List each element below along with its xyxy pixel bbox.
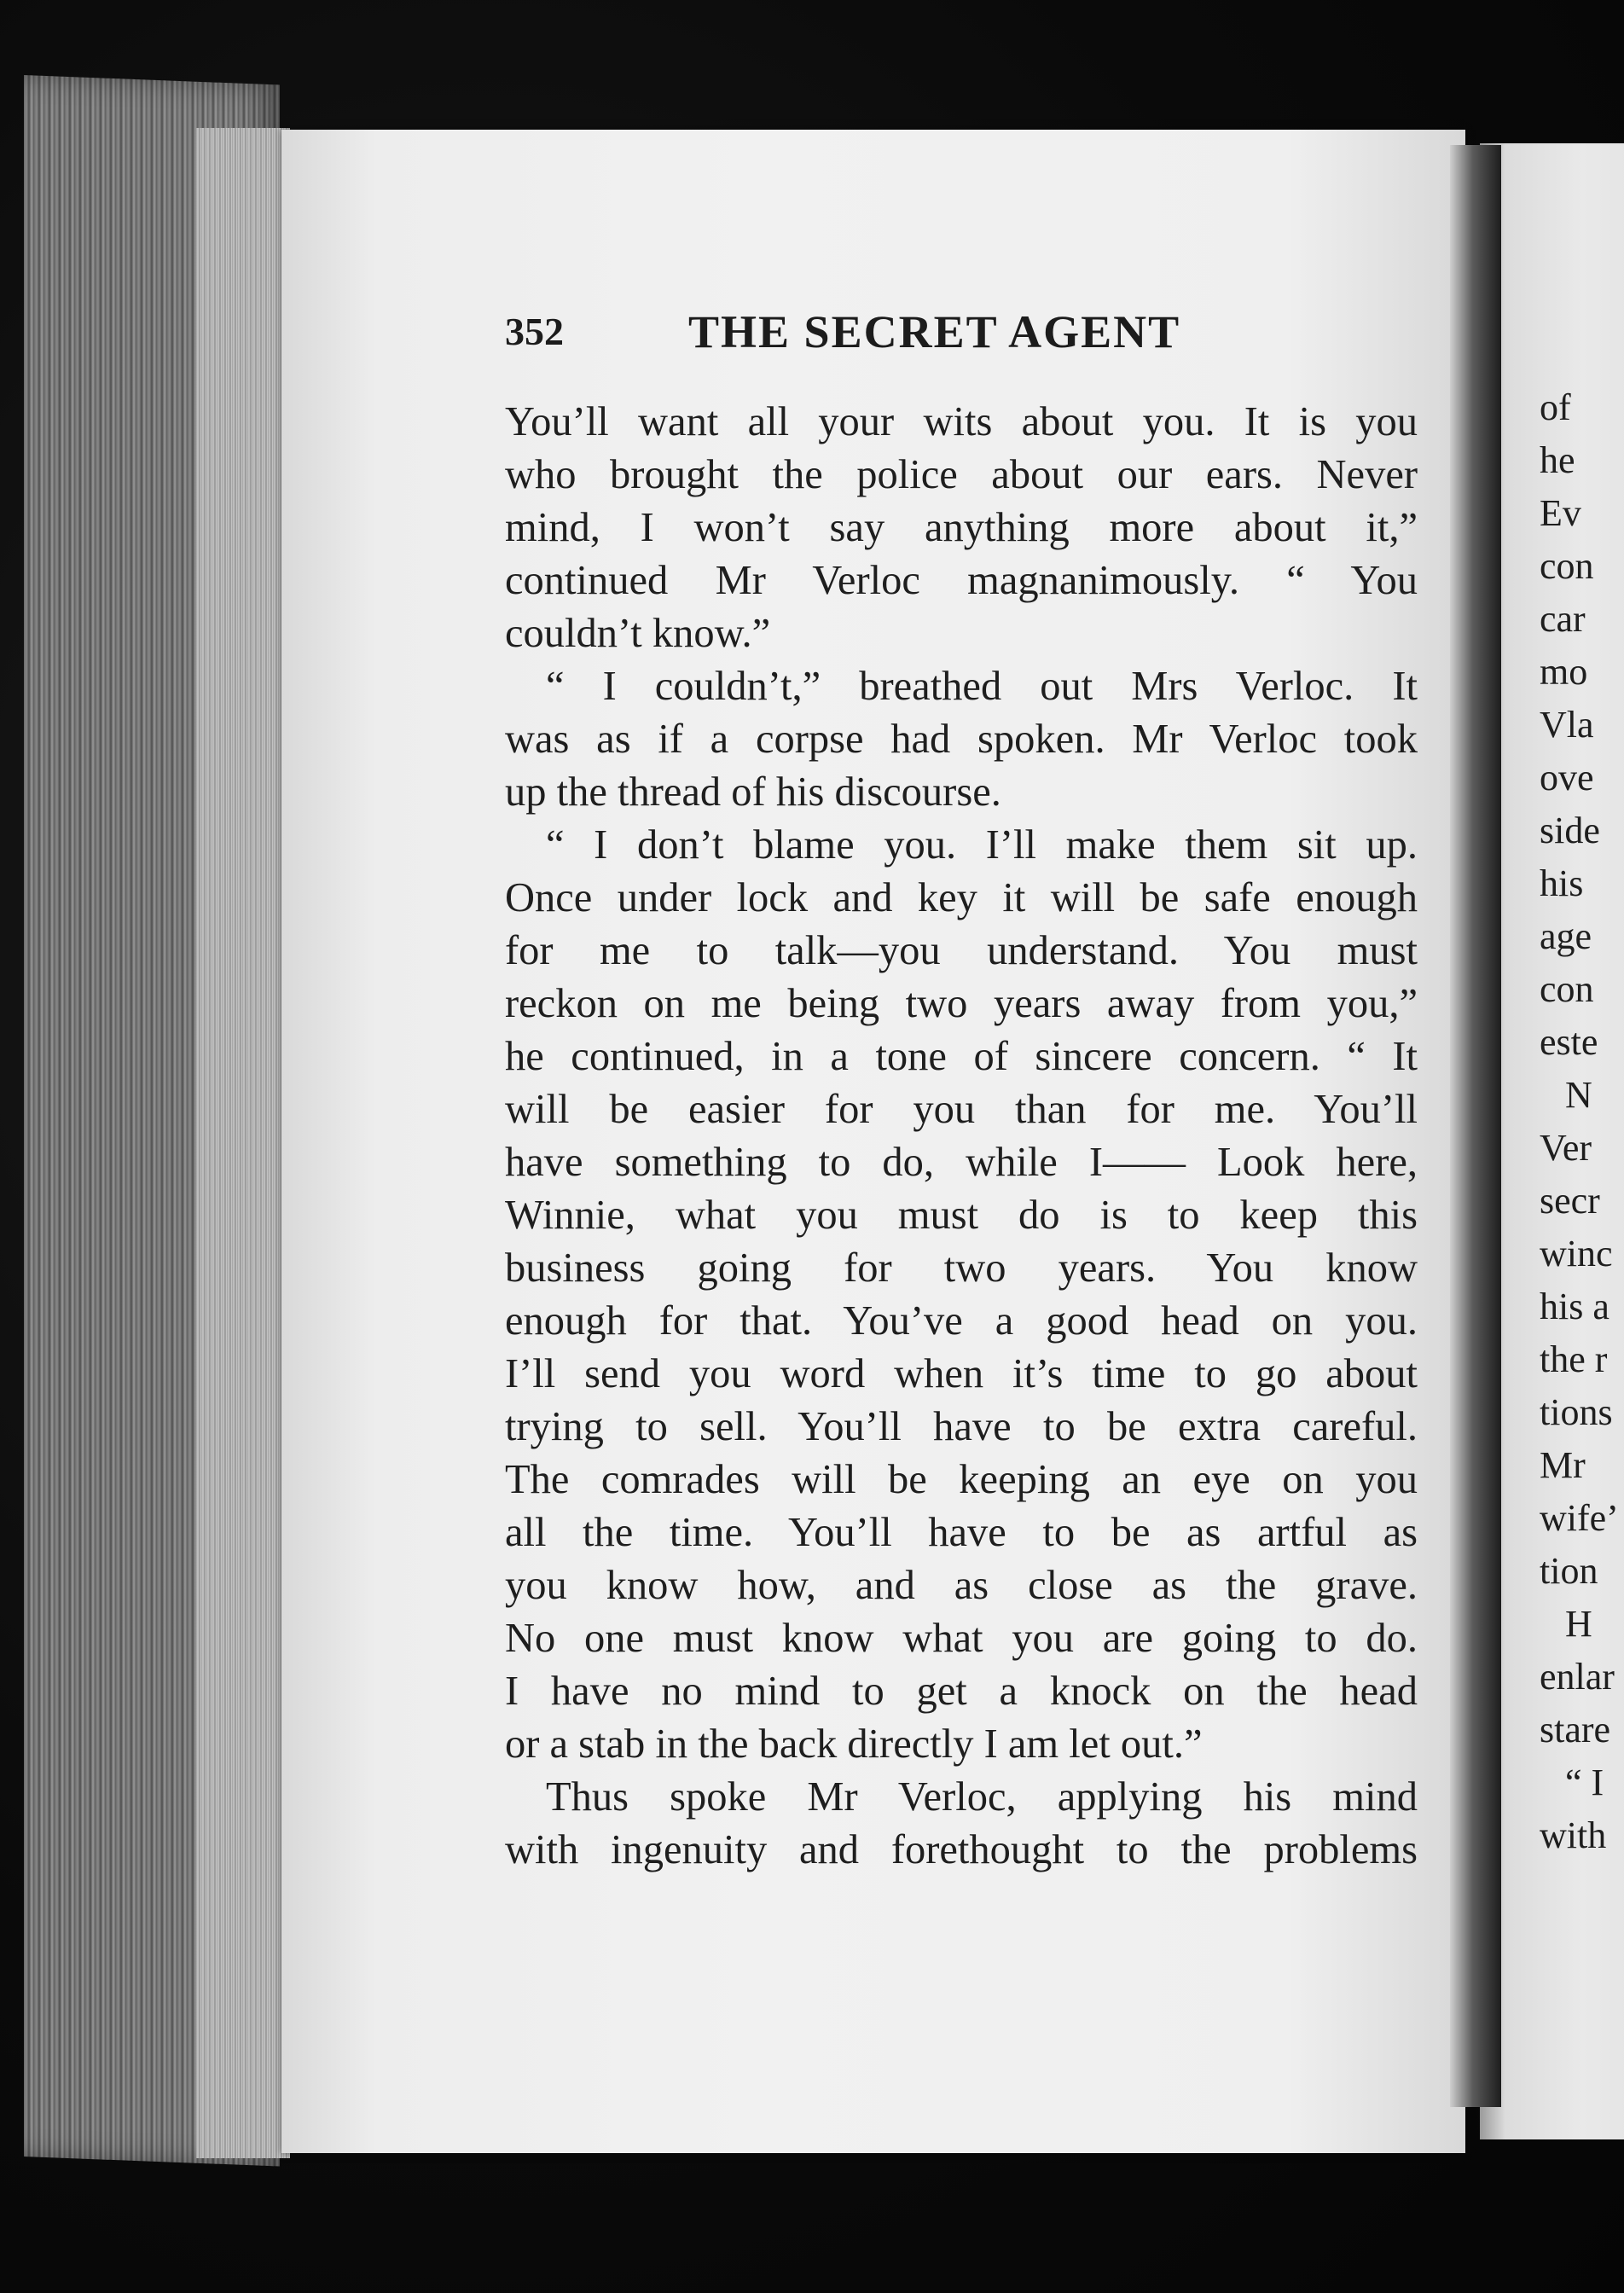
right-text-line: Ev (1540, 492, 1581, 534)
right-text-line: con (1540, 545, 1594, 587)
text-line: Once under lock and key it will be safe enough (505, 875, 1418, 920)
right-text-line: winc (1540, 1233, 1613, 1274)
text-line: mind, I won’t say anything more about it,” (505, 505, 1418, 550)
left-page-text (505, 396, 1418, 1877)
right-text-line: con (1540, 968, 1594, 1010)
text-line: trying to sell. You’ll have to be extra careful. (505, 1404, 1418, 1449)
right-text-line: H (1565, 1603, 1592, 1645)
text-line: I’ll send you word when it’s time to go about (505, 1351, 1418, 1396)
running-head (505, 306, 1273, 369)
text-line: You’ll want all your wits about you. It is you (505, 399, 1418, 444)
text-line: you know how, and as close as the grave. (505, 1563, 1418, 1608)
right-text-line: of (1540, 386, 1571, 428)
right-text-line: secr (1540, 1180, 1600, 1222)
right-text-line: he (1540, 439, 1575, 481)
text-line: The comrades will be keeping an eye on you (505, 1457, 1418, 1502)
right-text-line: ove (1540, 757, 1594, 798)
text-line: couldn’t know.” (505, 611, 771, 656)
text-line: Thus spoke Mr Verloc, applying his mind (546, 1774, 1418, 1820)
book-gutter (1450, 145, 1501, 2107)
right-text-line: tions (1540, 1391, 1613, 1433)
right-text-line: side (1540, 810, 1600, 851)
text-line: was as if a corpse had spoken. Mr Verloc took (505, 717, 1418, 762)
text-line: Winnie, what you must do is to keep this (505, 1193, 1418, 1238)
page-number: 352 (505, 310, 564, 353)
right-text-line: N (1565, 1074, 1592, 1116)
right-text-line: Mr (1540, 1444, 1586, 1486)
text-line: business going for two years. You know (505, 1245, 1418, 1291)
book-page-edges-inner (196, 128, 290, 2158)
right-text-line: car (1540, 598, 1586, 640)
right-text-line: stare (1540, 1709, 1611, 1750)
right-text-line: age (1540, 915, 1592, 957)
text-line: will be easier for you than for me. You’ll (505, 1087, 1418, 1132)
text-line: “ I don’t blame you. I’ll make them sit up. (546, 822, 1418, 868)
text-line: all the time. You’ll have to be as artful as (505, 1510, 1418, 1555)
right-text-line: mo (1540, 651, 1588, 693)
text-line: “ I couldn’t,” breathed out Mrs Verloc. It (546, 664, 1418, 709)
right-page-text (1540, 381, 1624, 1862)
text-line: up the thread of his discourse. (505, 769, 1001, 815)
text-line: with ingenuity and forethought to the problems (505, 1827, 1418, 1872)
right-text-line: este (1540, 1021, 1598, 1063)
right-text-line: “ I (1565, 1762, 1604, 1803)
text-line: No one must know what you are going to do. (505, 1616, 1418, 1661)
text-line: he continued, in a tone of sincere concern. “ It (505, 1034, 1418, 1079)
text-line: I have no mind to get a knock on the head (505, 1669, 1418, 1714)
right-text-line: Vla (1540, 704, 1594, 746)
right-text-line: Ver (1540, 1127, 1592, 1169)
text-line: continued Mr Verloc magnanimously. “ You (505, 558, 1418, 603)
right-text-line: his (1540, 862, 1584, 904)
text-line: have something to do, while I—— Look here, (505, 1140, 1418, 1185)
text-line: for me to talk—you understand. You must (505, 928, 1418, 973)
right-text-line: with (1540, 1814, 1607, 1856)
right-text-line: his a (1540, 1286, 1610, 1327)
right-text-line: enlar (1540, 1656, 1615, 1698)
right-text-line: the r (1540, 1338, 1608, 1380)
text-line: reckon on me being two years away from you,” (505, 981, 1418, 1026)
text-line: enough for that. You’ve a good head on you. (505, 1298, 1418, 1344)
right-text-line: tion (1540, 1550, 1598, 1592)
book-title: THE SECRET AGENT (688, 306, 1181, 357)
text-line: or a stab in the back directly I am let out.” (505, 1721, 1203, 1767)
text-line: who brought the police about our ears. Never (505, 452, 1418, 497)
right-text-line: wife’ (1540, 1497, 1619, 1539)
